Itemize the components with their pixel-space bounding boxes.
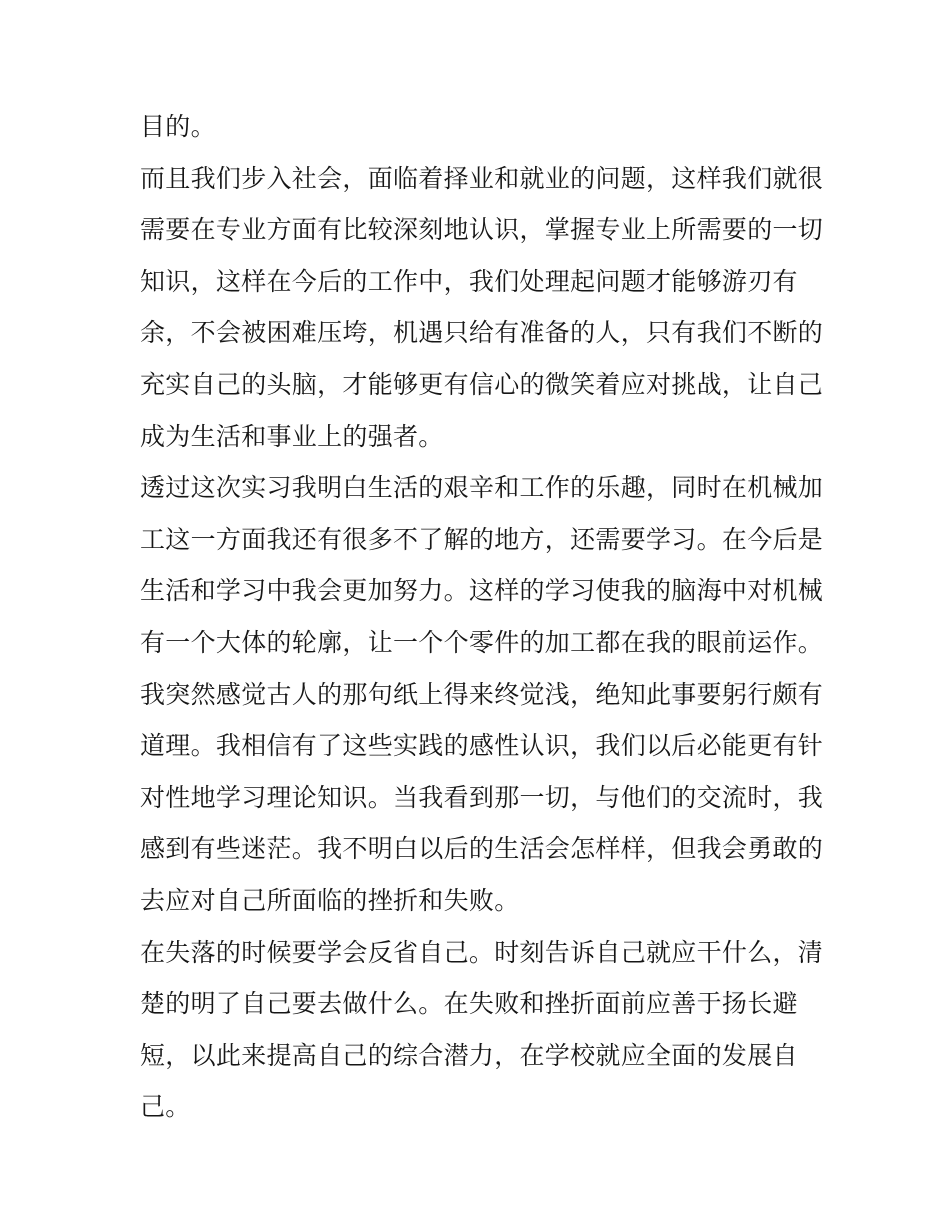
text-line: 而且我们步入社会，面临着择业和就业的问题，这样我们就很 [140,163,824,193]
text-line: 余，不会被困难压垮，机遇只给有准备的人，只有我们不断的 [140,318,824,348]
paragraph [140,153,840,463]
document-page [140,101,840,1133]
paragraph [140,462,840,926]
text-line: 有一个大体的轮廓，让一个个零件的加工都在我的眼前运作。 [140,627,824,657]
text-line: 感到有些迷茫。我不明白以后的生活会怎样样，但我会勇敢的 [140,834,824,864]
text-line: 在失落的时候要学会反省自己。时刻告诉自己就应干什么，清 [140,937,824,967]
text-line: 目的。 [140,112,216,141]
text-line: 充实自己的头脑，才能够更有信心的微笑着应对挑战，让自己 [140,369,824,399]
paragraph [140,927,840,1133]
text-line: 需要在专业方面有比较深刻地认识，掌握专业上所需要的一切 [140,215,824,245]
text-line: 知识，这样在今后的工作中，我们处理起问题才能够游刃有 [140,266,798,296]
text-line: 生活和学习中我会更加努力。这样的学习使我的脑海中对机械 [140,576,824,606]
text-line: 成为生活和事业上的强者。 [140,421,444,451]
text-line: 短，以此来提高自己的综合潜力，在学校就应全面的发展自 [140,1040,798,1070]
text-line: 道理。我相信有了这些实践的感性认识，我们以后必能更有针 [140,731,824,761]
paragraph [140,101,840,153]
text-line: 楚的明了自己要去做什么。在失败和挫折面前应善于扬长避 [140,989,798,1019]
text-line: 对性地学习理论知识。当我看到那一切，与他们的交流时，我 [140,782,824,812]
text-line: 工这一方面我还有很多不了解的地方，还需要学习。在今后是 [140,524,824,554]
text-line: 去应对自己所面临的挫折和失败。 [140,885,520,915]
text-line: 透过这次实习我明白生活的艰辛和工作的乐趣，同时在机械加 [140,473,824,503]
text-line: 己。 [140,1092,191,1122]
text-line: 我突然感觉古人的那句纸上得来终觉浅，绝知此事要躬行颇有 [140,679,824,709]
